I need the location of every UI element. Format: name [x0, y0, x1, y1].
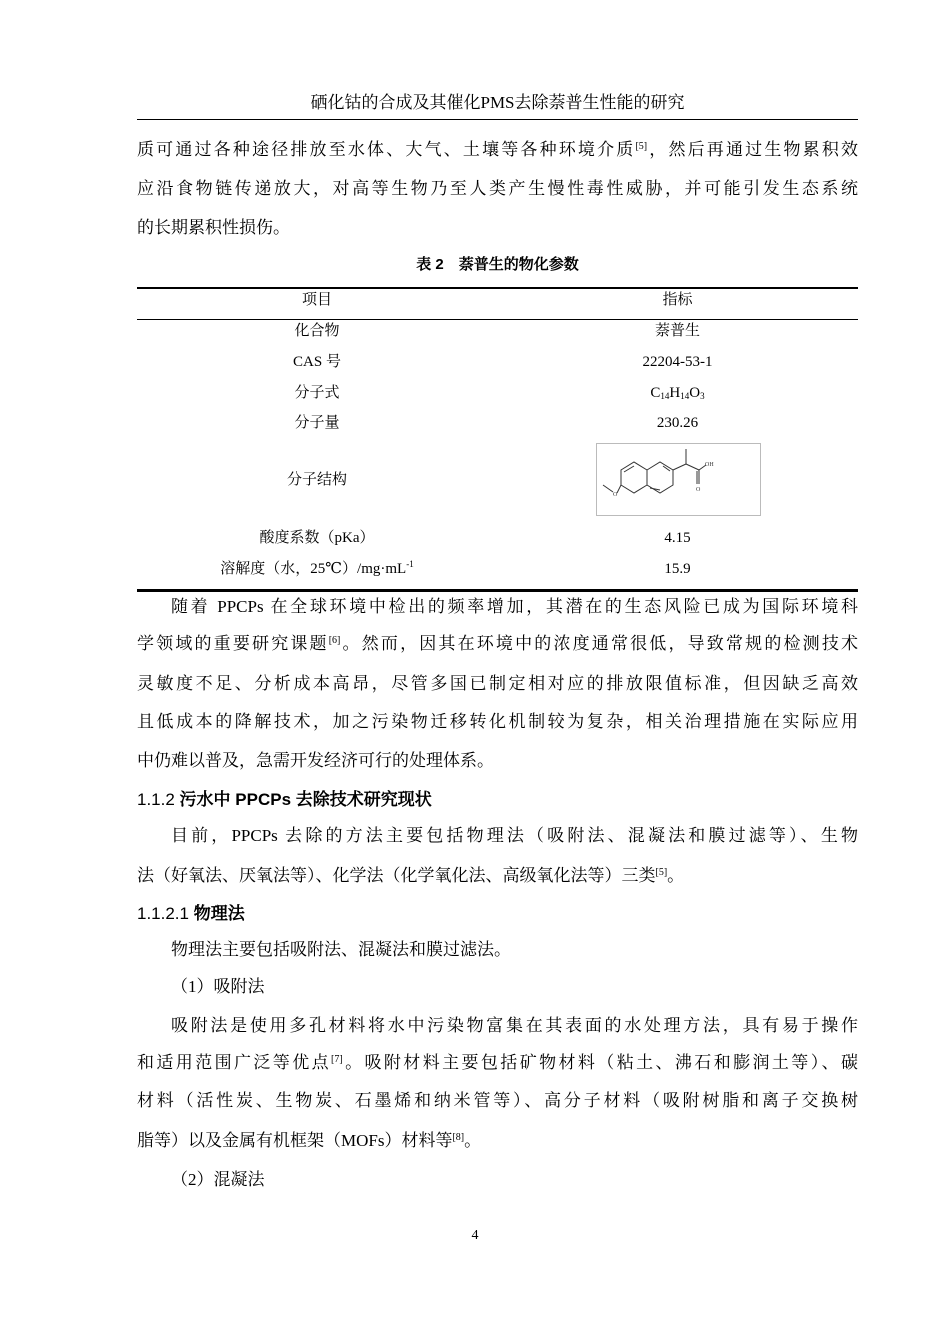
citation: [5] — [635, 141, 648, 152]
paragraph-line: 的长期累积性损伤。 — [137, 218, 290, 237]
subsection-heading — [137, 902, 858, 926]
text: 。 — [667, 866, 685, 885]
text: 学领域的重要研究课题 — [137, 634, 329, 653]
atom-label: O — [613, 492, 618, 498]
table-caption: 表 2 萘普生的物化参数 — [416, 256, 579, 273]
cell-formula — [497, 382, 858, 404]
cell: 分子量 — [294, 415, 340, 431]
text: 和适用范围广泛等优点 — [137, 1053, 332, 1072]
cell: CAS 号 — [293, 354, 341, 370]
atom-label: OH — [705, 462, 714, 468]
table-header-row — [137, 289, 858, 311]
section-number: 1.1.2.1 — [137, 904, 194, 923]
cell — [137, 558, 497, 580]
table-row — [137, 320, 858, 342]
header-rule — [137, 119, 858, 120]
citation: [8] — [452, 1132, 465, 1143]
paragraph-line: 材料（活性炭、生物炭、石墨烯和纳米管等）、高分子材料（吸附树脂和离子交换树 — [137, 1091, 858, 1110]
text: 。吸附材料主要包括矿物材料（粘土、沸石和膨润土等）、碳 — [342, 1053, 859, 1072]
paragraph-line: 灵敏度不足、分析成本高昂，尽管多国已制定相对应的排放限值标准，但因缺乏高效 — [137, 674, 858, 693]
table-row — [137, 382, 858, 404]
citation: [7] — [331, 1054, 343, 1065]
cell: 分子结构 — [286, 472, 347, 488]
table-row — [137, 412, 858, 434]
paragraph-line: 物理法主要包括吸附法、混凝法和膜过滤法。 — [171, 940, 511, 959]
paragraph-line: 目前，PPCPs 去除的方法主要包括物理法（吸附法、混凝法和膜过滤等）、生物 — [171, 826, 858, 845]
molecular-structure-image — [596, 443, 761, 516]
citation: [5] — [655, 867, 668, 878]
text: H — [669, 385, 681, 401]
section-heading — [137, 788, 858, 812]
paragraph-line — [137, 1051, 858, 1075]
running-header: 硒化钴的合成及其催化PMS去除萘普生性能的研究 — [310, 93, 685, 112]
table-row — [137, 351, 858, 373]
sub-heading: （1）吸附法 — [171, 977, 265, 996]
cell: 15.9 — [664, 561, 691, 577]
cell: 4.15 — [664, 530, 691, 546]
text: O — [689, 385, 701, 401]
paragraph-line: 且低成本的降解技术，加之污染物迁移转化机制较为复杂，相关治理措施在实际应用 — [137, 712, 858, 731]
column-header: 指标 — [662, 292, 693, 308]
section-number: 1.1.2 — [137, 790, 180, 809]
text: 脂等）以及金属有机框架（MOFs）材料等 — [137, 1131, 453, 1150]
table-bottom-rule — [137, 589, 858, 592]
paragraph-line: 中仍难以普及，急需开发经济可行的处理体系。 — [137, 751, 494, 770]
cell: 萘普生 — [654, 323, 700, 339]
text: ，然后再通过生物累积效 — [647, 140, 859, 159]
cell: 化合物 — [294, 323, 340, 339]
section-title: 物理法 — [193, 904, 245, 923]
citation: [6] — [328, 635, 341, 646]
paragraph-line: 随着 PPCPs 在全球环境中检出的频率增加，其潜在的生态风险已成为国际环境科 — [171, 597, 858, 616]
text: 溶解度（水，25℃）/mg·mL — [220, 561, 407, 577]
paragraph-line: 应沿食物链传递放大，对高等生物乃至人类产生慢性毒性威胁，并可能引发生态系统 — [137, 179, 858, 198]
paragraph-line: 吸附法是使用多孔材料将水中污染物富集在其表面的水处理方法，具有易于操作 — [171, 1016, 858, 1035]
paragraph-line — [137, 864, 858, 888]
paragraph-line — [137, 138, 858, 162]
text: C — [650, 385, 661, 401]
table-row — [137, 558, 858, 580]
text: 。 — [464, 1131, 482, 1150]
subscript: 14 — [680, 391, 690, 401]
text: 。然而，因其在环境中的浓度通常很低，导致常规的检测技术 — [340, 634, 859, 653]
cell: 22204-53-1 — [642, 354, 713, 370]
paragraph-line — [137, 632, 858, 656]
text: 质可通过各种途径排放至水体、大气、土壤等各种环境介质 — [137, 140, 636, 159]
page-number: 4 — [471, 1228, 479, 1243]
subscript: 3 — [700, 391, 705, 401]
paragraph-line — [137, 1129, 858, 1153]
cell: 酸度系数（pKa） — [259, 530, 375, 546]
section-title: 污水中 PPCPs 去除技术研究现状 — [179, 790, 432, 809]
cell: 分子式 — [294, 385, 340, 401]
superscript: -1 — [406, 559, 414, 569]
sub-heading: （2）混凝法 — [171, 1170, 265, 1189]
text: 法（好氧法、厌氧法等）、化学法（化学氧化法、高级氧化法等）三类 — [137, 866, 656, 885]
atom-label: O — [696, 487, 701, 493]
table-row — [137, 527, 858, 549]
column-header: 项目 — [301, 292, 332, 308]
cell: 230.26 — [656, 415, 699, 431]
subscript: 14 — [660, 391, 670, 401]
